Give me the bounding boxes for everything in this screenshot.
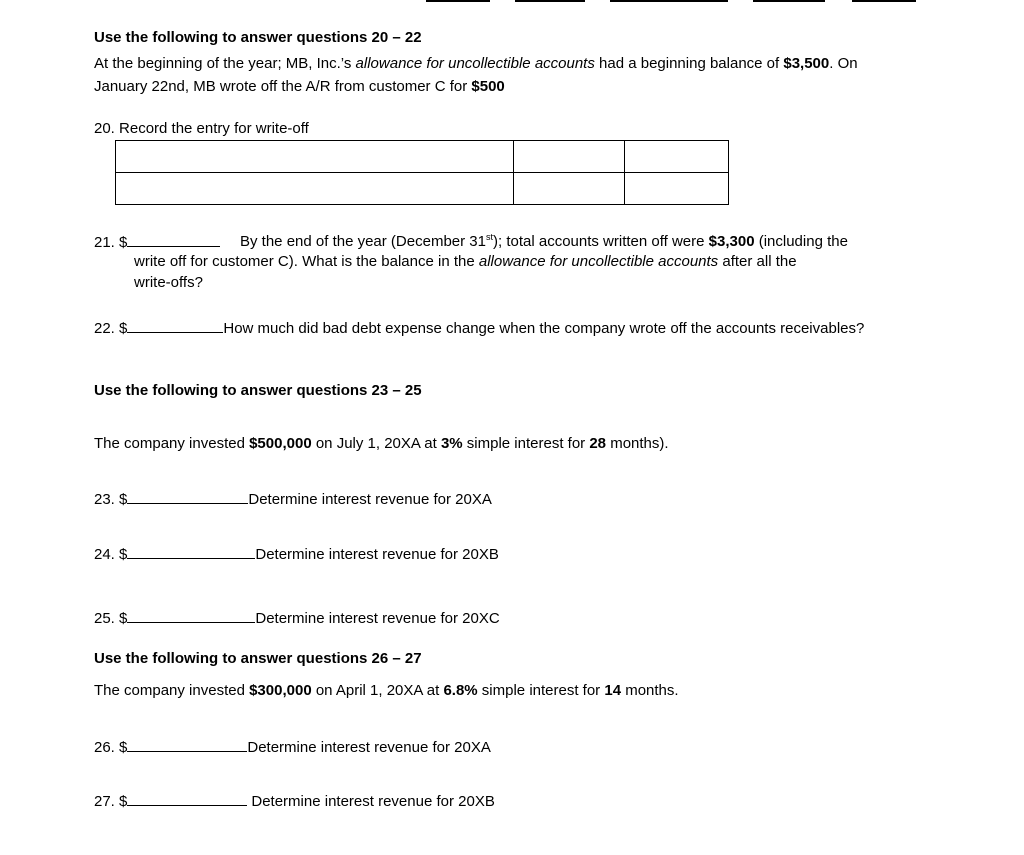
section-heading-23-25: Use the following to answer questions 23 – 25 (94, 382, 422, 399)
answer-blank-27[interactable] (127, 791, 247, 806)
answer-blank-25[interactable] (127, 608, 255, 623)
question-21-number: 21. $ (94, 232, 220, 251)
question-20-label: 20. Record the entry for write-off (94, 120, 309, 137)
question-21-line3: write-offs? (134, 274, 203, 291)
intro-20-22-line1: At the beginning of the year; MB, Inc.’s allowance for uncollectible accounts had a beginning balance of $3,500. On (94, 55, 858, 72)
credit-cell[interactable] (625, 141, 729, 173)
top-cutoff-line (852, 0, 916, 2)
section-heading-20-22: Use the following to answer questions 20 – 22 (94, 29, 422, 46)
intro-20-22-line2: January 22nd, MB wrote off the A/R from customer C for $500 (94, 78, 505, 95)
section-heading-26-27: Use the following to answer questions 26 – 27 (94, 650, 422, 667)
debit-cell[interactable] (514, 173, 625, 205)
top-cutoff-line (515, 0, 585, 2)
question-25: 25. $ Determine interest revenue for 20XC (94, 610, 500, 627)
journal-entry-table (115, 140, 729, 205)
top-cutoff-line (426, 0, 490, 2)
question-24: 24. $ Determine interest revenue for 20XB (94, 546, 499, 563)
credit-cell[interactable] (625, 173, 729, 205)
top-cutoff-line (610, 0, 728, 2)
account-cell[interactable] (116, 173, 514, 205)
answer-blank-23[interactable] (127, 489, 248, 504)
top-cutoff-line (753, 0, 825, 2)
answer-blank-21[interactable] (127, 232, 220, 247)
intro-23-25: The company invested $500,000 on July 1, 20XA at 3% simple interest for 28 months). (94, 435, 669, 452)
question-21-line2: write off for customer C). What is the balance in the allowance for uncollectible accounts after all the (134, 253, 797, 270)
answer-blank-24[interactable] (127, 544, 255, 559)
journal-entry-row (116, 173, 729, 205)
debit-cell[interactable] (514, 141, 625, 173)
answer-blank-26[interactable] (127, 737, 247, 752)
answer-blank-22[interactable] (127, 318, 223, 333)
question-22: 22. $ How much did bad debt expense change when the company wrote off the accounts receivables? (94, 320, 865, 337)
journal-entry-row (116, 141, 729, 173)
intro-26-27: The company invested $300,000 on April 1, 20XA at 6.8% simple interest for 14 months. (94, 682, 679, 699)
question-26: 26. $ Determine interest revenue for 20XA (94, 739, 491, 756)
question-23: 23. $ Determine interest revenue for 20XA (94, 491, 492, 508)
account-cell[interactable] (116, 141, 514, 173)
question-21-line1: By the end of the year (December 31st); total accounts written off were $3,300 (including the (240, 232, 848, 250)
question-27: 27. $ Determine interest revenue for 20XB (94, 793, 495, 810)
